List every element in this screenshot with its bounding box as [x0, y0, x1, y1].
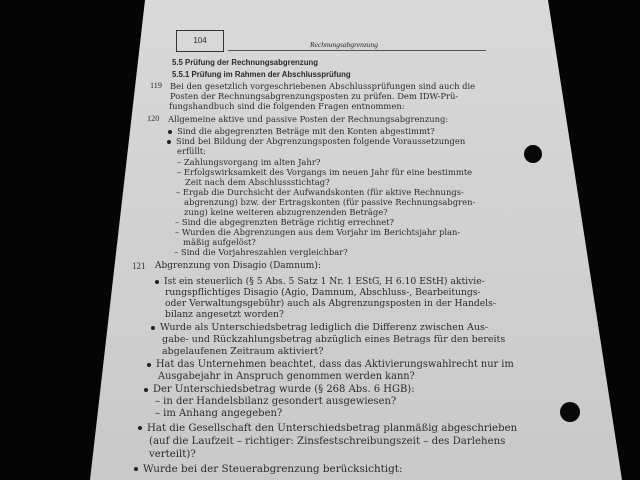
- list-item: [147, 359, 514, 370]
- bullet-icon: [144, 388, 148, 392]
- dash-item-text: Sind die abgegrenzten Beträge richtig errechnet?: [181, 217, 395, 227]
- text-line: zung) keine weiteren abzugrenzenden Beträge?: [184, 207, 388, 217]
- dash-item: – Wurden die Abgrenzungen aus dem Vorjahr im Berichtsjahr plan-: [175, 227, 461, 237]
- text-line: Allgemeine aktive und passive Posten der Rechnungsabgrenzung:: [168, 114, 449, 124]
- page-number: 104: [176, 30, 224, 52]
- list-item: [167, 136, 465, 146]
- list-item-text: Der Unterschiedsbetrag wurde (§ 268 Abs. 6 HGB):: [153, 384, 415, 395]
- text-line: abgrenzung) bzw. der Ertragskonten (für passive Rechnungsabgren-: [184, 197, 476, 207]
- margin-number-120: 120: [147, 114, 160, 123]
- list-item-text: Hat das Unternehmen beachtet, dass das Aktivierungswahlrecht nur im: [156, 359, 514, 370]
- text-line: fungshandbuch sind die folgenden Fragen entnommen:: [169, 101, 405, 111]
- text-line: – in der Handelsbilanz gesondert ausgewiesen?: [155, 396, 397, 407]
- text-line: gabe- und Rückzahlungsbetrag abzüglich eines Betrags für den bereits: [162, 334, 506, 345]
- bullet-icon: [147, 363, 151, 367]
- punch-hole: [560, 402, 580, 422]
- text-line: rungspflichtiges Disagio (Agio, Damnum, Abschluss-, Bearbeitungs-: [165, 287, 481, 298]
- bullet-icon: [151, 326, 155, 330]
- list-item-text: Hat die Gesellschaft den Unterschiedsbetrag planmäßig abgeschrieben: [147, 423, 518, 434]
- dash-item: – Zahlungsvorgang im alten Jahr?: [177, 157, 321, 167]
- text-line: verteilt)?: [149, 449, 196, 460]
- text-line: mäßig aufgelöst?: [183, 237, 256, 247]
- dash-item-text: Ergab die Durchsicht der Aufwandskonten (für aktive Rechnungs-: [182, 187, 464, 197]
- running-title: Rechnungsabgrenzung: [310, 40, 379, 49]
- text-line: – im Anhang angegeben?: [155, 408, 283, 419]
- list-item: [144, 384, 415, 395]
- list-item-text: Wurde als Unterschiedsbetrag lediglich die Differenz zwischen Aus-: [160, 322, 489, 333]
- text-line: Abgrenzung von Disagio (Damnum):: [155, 261, 321, 271]
- list-item: [134, 463, 402, 475]
- text-line: Zeit nach dem Abschlussstichtag?: [185, 177, 330, 187]
- list-item: [138, 423, 517, 434]
- margin-number-121: 121: [132, 261, 146, 271]
- punch-hole: [524, 145, 542, 163]
- margin-number-119: 119: [150, 81, 162, 90]
- list-item-text: Wurde bei der Steuerabgrenzung berücksichtigt:: [143, 463, 403, 475]
- list-item-text: Sind bei Bildung der Abgrenzungsposten folgende Voraussetzungen: [176, 136, 466, 146]
- list-item: [155, 276, 485, 287]
- list-item-text: Sind die abgegrenzten Beträge mit den Konten abgestimmt?: [177, 126, 435, 136]
- bullet-icon: [155, 280, 159, 284]
- text-line: Bei den gesetzlich vorgeschriebenen Abschlussprüfungen sind auch die: [170, 81, 476, 91]
- dash-item: – Erfolgswirksamkeit des Vorgangs im neuen Jahr für eine bestimmte: [177, 167, 473, 177]
- text-line: Posten der Rechnungsabgrenzungsposten zu prüfen. Dem IDW-Prü-: [170, 91, 459, 101]
- text-line: oder Verwaltungsgebühr) auch als Abgrenzungsposten in der Handels-: [165, 298, 496, 309]
- text-line: abgelaufenen Zeitraum aktiviert?: [162, 346, 324, 357]
- header-rule: [228, 50, 486, 51]
- text-line: erfüllt:: [177, 146, 206, 156]
- section-title: 5.5 Prüfung der Rechnungsabgrenzung: [172, 58, 318, 67]
- bullet-icon: [167, 140, 171, 144]
- dash-item-text: Zahlungsvorgang im alten Jahr?: [183, 157, 321, 167]
- bullet-icon: [134, 467, 138, 471]
- dash-item-text: Sind die Vorjahreszahlen vergleichbar?: [180, 247, 348, 257]
- dash-item: – Sind die abgegrenzten Beträge richtig errechnet?: [175, 217, 395, 227]
- dash-item: – Sind die Vorjahreszahlen vergleichbar?: [174, 247, 348, 257]
- text-line: Ausgabejahr in Anspruch genommen werden kann?: [158, 371, 415, 382]
- dash-item-text: Erfolgswirksamkeit des Vorgangs im neuen Jahr für eine bestimmte: [183, 167, 473, 177]
- section-subtitle: 5.5.1 Prüfung im Rahmen der Abschlussprüfung: [172, 70, 351, 79]
- list-item-text: Ist ein steuerlich (§ 5 Abs. 5 Satz 1 Nr. 1 EStG, H 6.10 EStH) aktivie-: [164, 276, 485, 287]
- dash-item-text: Wurden die Abgrenzungen aus dem Vorjahr im Berichtsjahr plan-: [181, 227, 461, 237]
- list-item: [151, 322, 488, 333]
- bullet-icon: [138, 426, 142, 430]
- text-line: bilanz angesetzt worden?: [165, 309, 284, 320]
- bullet-icon: [168, 130, 172, 134]
- dash-item: – Ergab die Durchsicht der Aufwandskonten (für aktive Rechnungs-: [176, 187, 464, 197]
- list-item: [168, 126, 435, 136]
- text-line: (auf die Laufzeit – richtiger: Zinsfestschreibungszeit – des Darlehens: [149, 436, 506, 447]
